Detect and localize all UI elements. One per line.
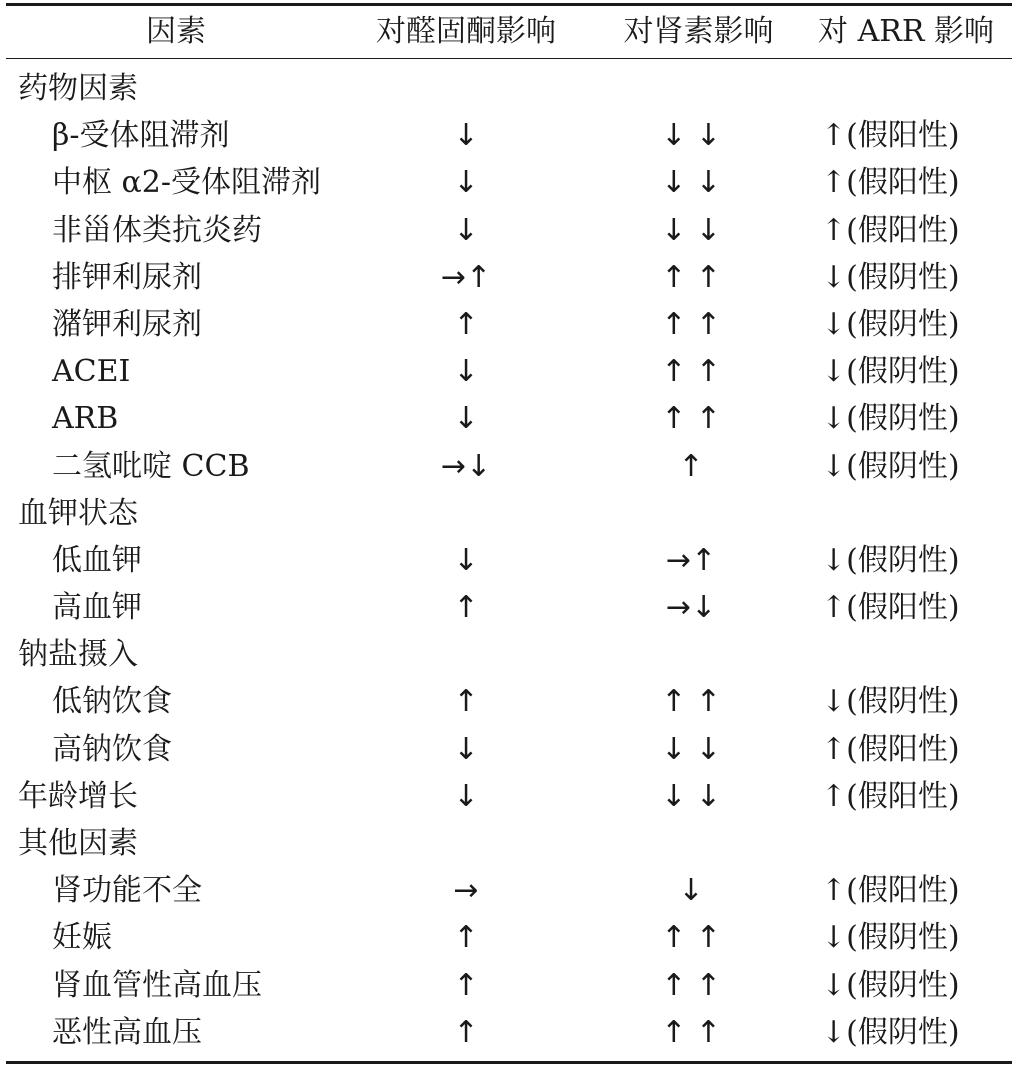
aldosterone-cell: ↑ xyxy=(453,967,479,1003)
arr-cell: ↓(假阴性) xyxy=(821,401,960,437)
header-arr: 对 ARR 影响 xyxy=(818,14,994,49)
table-row xyxy=(6,1009,1012,1056)
table-group-row xyxy=(6,490,1012,537)
table-row xyxy=(6,395,1012,442)
header-aldosterone: 对醛固酮影响 xyxy=(376,14,556,49)
table-group-row xyxy=(6,820,1012,867)
factor-cell: 肾功能不全 xyxy=(52,873,202,909)
arr-cell: ↓(假阴性) xyxy=(821,967,960,1003)
factor-cell: 药物因素 xyxy=(18,71,138,106)
header-renin: 对肾素影响 xyxy=(623,14,774,49)
factor-cell: 血钾状态 xyxy=(18,495,138,531)
table-row xyxy=(6,678,1012,725)
factor-cell: 中枢 α2-受体阻滞剂 xyxy=(52,165,322,201)
aldosterone-cell: ↑ xyxy=(453,1014,479,1050)
factor-cell: 恶性高血压 xyxy=(52,1014,202,1050)
factor-cell: 肾血管性高血压 xyxy=(52,967,262,1003)
renin-cell: ↑ ↑ xyxy=(661,684,721,720)
renin-cell: ↓ ↓ xyxy=(661,165,721,201)
aldosterone-cell: ↓ xyxy=(453,731,479,767)
header-factor: 因素 xyxy=(146,14,206,49)
aldosterone-cell: ↑ xyxy=(453,684,479,720)
table-group-row xyxy=(6,773,1012,820)
aldosterone-cell: ↓ xyxy=(453,778,479,814)
aldosterone-cell: ↓ xyxy=(453,542,479,578)
aldosterone-cell: ↑ xyxy=(453,306,479,342)
factor-cell: 低血钾 xyxy=(52,542,142,578)
aldosterone-cell: ↓ xyxy=(453,401,479,437)
factor-cell: 低钠饮食 xyxy=(52,684,172,720)
arr-cell: ↓(假阴性) xyxy=(821,542,960,578)
table-row xyxy=(6,159,1012,206)
renin-cell: ↑ ↑ xyxy=(661,401,721,437)
aldosterone-cell: → xyxy=(453,873,479,909)
renin-cell: →↑ xyxy=(665,542,717,578)
table-header xyxy=(6,6,1012,58)
arr-cell: ↓(假阴性) xyxy=(821,306,960,342)
aldosterone-cell: ↓ xyxy=(453,165,479,201)
factor-cell: 其他因素 xyxy=(18,826,138,861)
aldosterone-cell: ↓ xyxy=(453,212,479,248)
renin-cell: ↑ ↑ xyxy=(661,920,721,956)
arr-cell: ↓(假阴性) xyxy=(821,684,960,720)
table-row xyxy=(6,254,1012,301)
renin-cell: ↑ ↑ xyxy=(661,306,721,342)
arr-cell: ↓(假阴性) xyxy=(821,259,960,295)
table-header-rule xyxy=(6,58,1012,59)
factor-cell: β-受体阻滞剂 xyxy=(52,118,230,154)
table-group-row xyxy=(6,631,1012,678)
aldosterone-cell: ↓ xyxy=(453,354,479,390)
table-row xyxy=(6,348,1012,395)
arr-cell: ↑(假阳性) xyxy=(821,731,960,767)
table-row xyxy=(6,207,1012,254)
arr-cell: ↓(假阴性) xyxy=(821,448,960,484)
factor-cell: 潴钾利尿剂 xyxy=(52,306,202,342)
renin-cell: ↑ ↑ xyxy=(661,967,721,1003)
table-body xyxy=(6,65,1012,1056)
renin-cell: ↑ ↑ xyxy=(661,354,721,390)
renin-cell: ↑ ↑ xyxy=(661,1014,721,1050)
arr-cell: ↓(假阴性) xyxy=(821,1014,960,1050)
arr-cell: ↑(假阳性) xyxy=(821,212,960,248)
renin-cell: →↓ xyxy=(665,590,717,626)
table-row xyxy=(6,584,1012,631)
aldosterone-cell: ↑ xyxy=(453,920,479,956)
factor-cell: 排钾利尿剂 xyxy=(52,259,202,295)
arr-cell: ↑(假阳性) xyxy=(821,590,960,626)
factor-cell: ARB xyxy=(52,401,119,437)
arr-cell: ↓(假阴性) xyxy=(821,920,960,956)
factor-cell: 年龄增长 xyxy=(18,778,138,814)
table-row xyxy=(6,914,1012,961)
arr-cell: ↑(假阳性) xyxy=(821,778,960,814)
renin-cell: ↓ ↓ xyxy=(661,212,721,248)
table-row xyxy=(6,112,1012,159)
factor-cell: 妊娠 xyxy=(52,920,112,956)
arr-cell: ↓(假阴性) xyxy=(821,354,960,390)
table-group-row xyxy=(6,65,1012,112)
table-row xyxy=(6,867,1012,914)
renin-cell: ↓ ↓ xyxy=(661,118,721,154)
factor-cell: 非甾体类抗炎药 xyxy=(52,212,262,248)
aldosterone-cell: →↓ xyxy=(440,448,492,484)
table-row xyxy=(6,537,1012,584)
aldosterone-cell: →↑ xyxy=(440,259,492,295)
table-row xyxy=(6,962,1012,1009)
arr-cell: ↑(假阳性) xyxy=(821,118,960,154)
arr-cell: ↑(假阳性) xyxy=(821,165,960,201)
renin-cell: ↑ ↑ xyxy=(661,259,721,295)
renin-cell: ↑ xyxy=(678,448,704,484)
factor-cell: 高血钾 xyxy=(52,590,142,626)
renin-cell: ↓ xyxy=(678,873,704,909)
aldosterone-cell: ↑ xyxy=(453,590,479,626)
table-bottom-rule xyxy=(6,1061,1012,1064)
table-row xyxy=(6,726,1012,773)
factor-cell: 高钠饮食 xyxy=(52,731,172,767)
arr-cell: ↑(假阳性) xyxy=(821,873,960,909)
aldosterone-cell: ↓ xyxy=(453,118,479,154)
renin-cell: ↓ ↓ xyxy=(661,731,721,767)
renin-cell: ↓ ↓ xyxy=(661,778,721,814)
table-row xyxy=(6,443,1012,490)
factor-cell: ACEI xyxy=(52,354,131,390)
table-row xyxy=(6,301,1012,348)
factor-cell: 钠盐摄入 xyxy=(18,637,138,673)
factor-cell: 二氢吡啶 CCB xyxy=(52,448,250,484)
